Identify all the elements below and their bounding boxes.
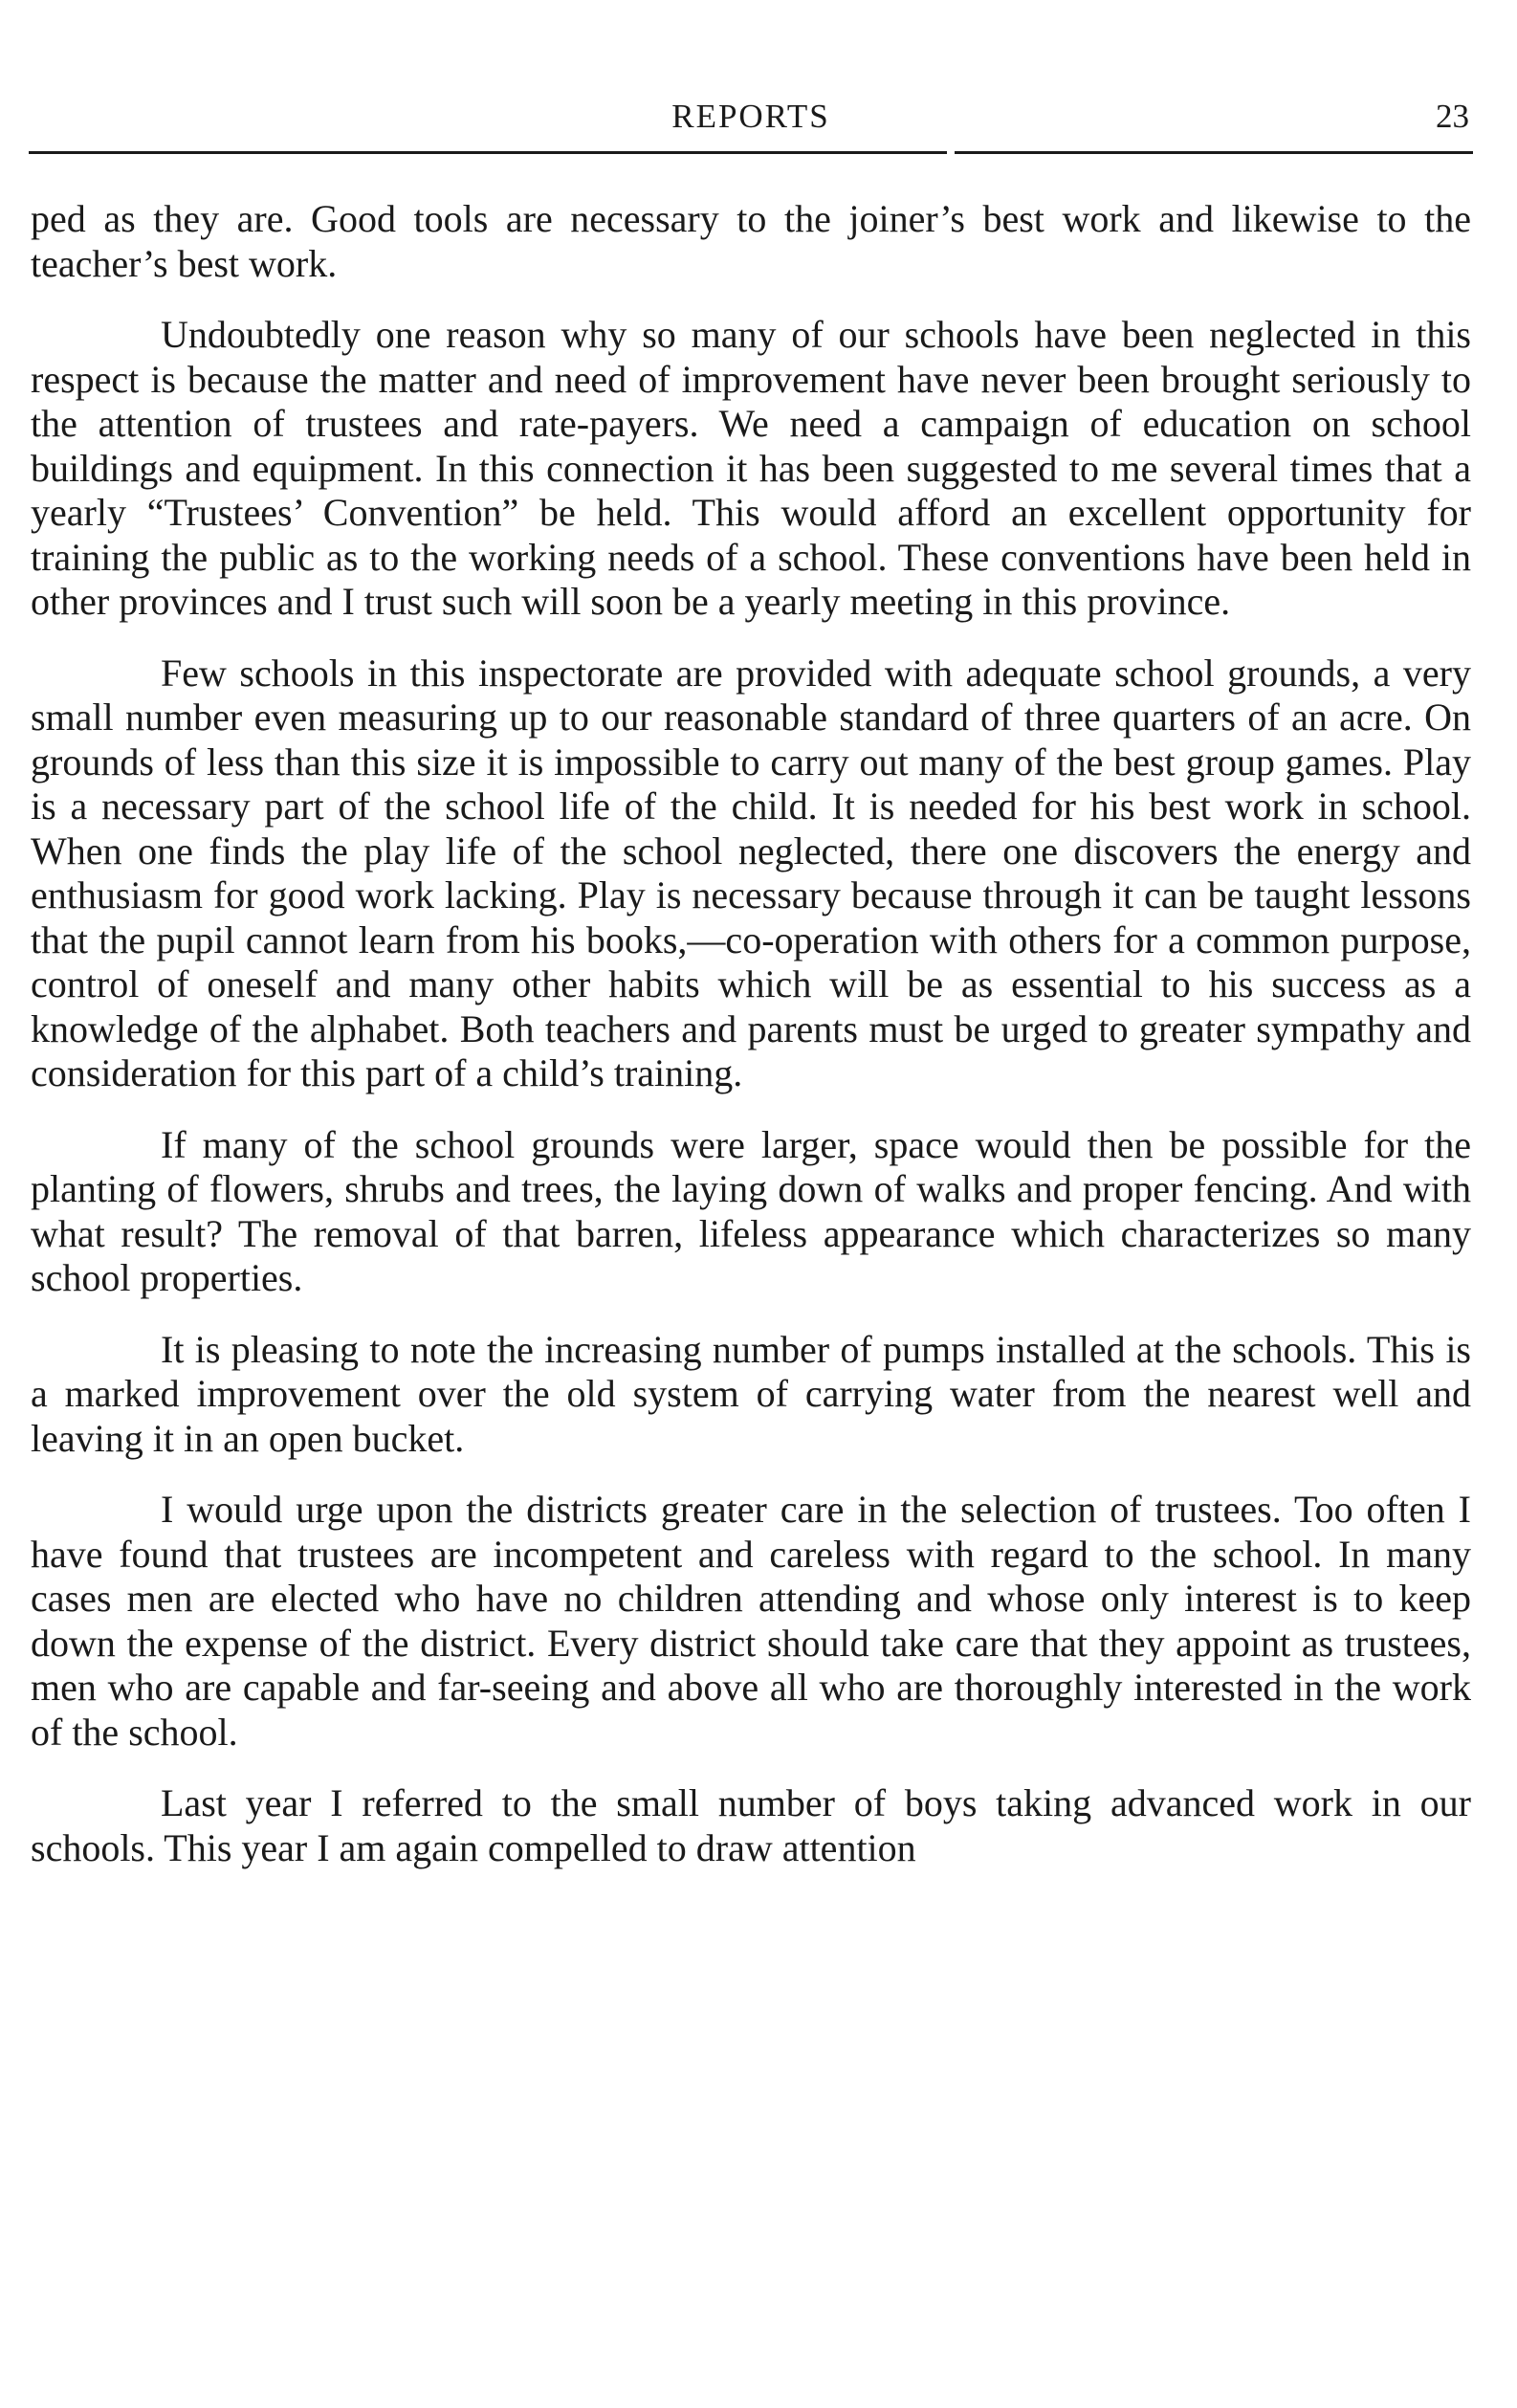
running-header-title: REPORTS xyxy=(671,98,830,135)
header-rule-right xyxy=(955,151,1473,154)
paragraph-selection-of-trustees: I would urge upon the districts greater care in the selection of trustees. Too often I have found that trustees are incompetent and careless with regard to the school. In many cases men are elected who have no children attending and whose only interest is to keep down the expense of the district. Every district should take care that they appoint as trustees, men who are capable and far-seeing and above all who are thoroughly interested in the work of the school. xyxy=(31,1488,1471,1754)
paragraph-trustees-convention: Undoubtedly one reason why so many of our schools have been neglected in this respect is because the matter and need of improvement have never been brought seriously to the attention of trustees and rate-payers. We need a campaign of education on school buildings and equipment. In this connection it has been suggested to me several times that a yearly “Trustees’ Convention” be held. This would afford an excellent opportunity for training the public as to the working needs of a school. These conventions have been held in other provinces and I trust such will soon be a yearly meeting in this province. xyxy=(31,313,1471,623)
body-text xyxy=(31,197,1471,1897)
page-number: 23 xyxy=(1436,98,1469,135)
paragraph-continued: ped as they are. Good tools are necessary to the joiner’s best work and likewise to the teacher’s best work. xyxy=(31,197,1471,285)
running-header xyxy=(29,92,1473,149)
paragraph-larger-grounds: If many of the school grounds were larger, space would then be possible for the planting of flowers, shrubs and trees, the laying down of walks and proper fencing. And with what result? The removal of that barren, lifeless appearance which characterizes so many school properties. xyxy=(31,1122,1471,1299)
header-rule-left xyxy=(29,151,947,154)
paragraph-school-grounds: Few schools in this inspectorate are provided with adequate school grounds, a very small number even measuring up to our reasonable standard of three quarters of an acre. On grounds of less than this size it is impossible to carry out many of the best group games. Play is a necessary part of the school life of the child. It is needed for his best work in school. When one finds the play life of the school neglected, there one discovers the energy and enthusiasm for good work lacking. Play is necessary because through it can be taught lessons that the pupil cannot learn from his books,—co-operation with others for a common purpose, control of oneself and many other habits which will be as essential to his success as a knowledge of the alphabet. Both teachers and parents must be urged to greater sympathy and consideration for this part of a child’s training. xyxy=(31,651,1471,1094)
paragraph-advanced-work: Last year I referred to the small number of boys taking advanced work in our schools. This year I am again compelled to draw attention xyxy=(31,1781,1471,1869)
paragraph-pumps: It is pleasing to note the increasing number of pumps installed at the schools. This is a marked improvement over the old system of carrying water from the nearest well and leaving it in an open bucket. xyxy=(31,1327,1471,1460)
